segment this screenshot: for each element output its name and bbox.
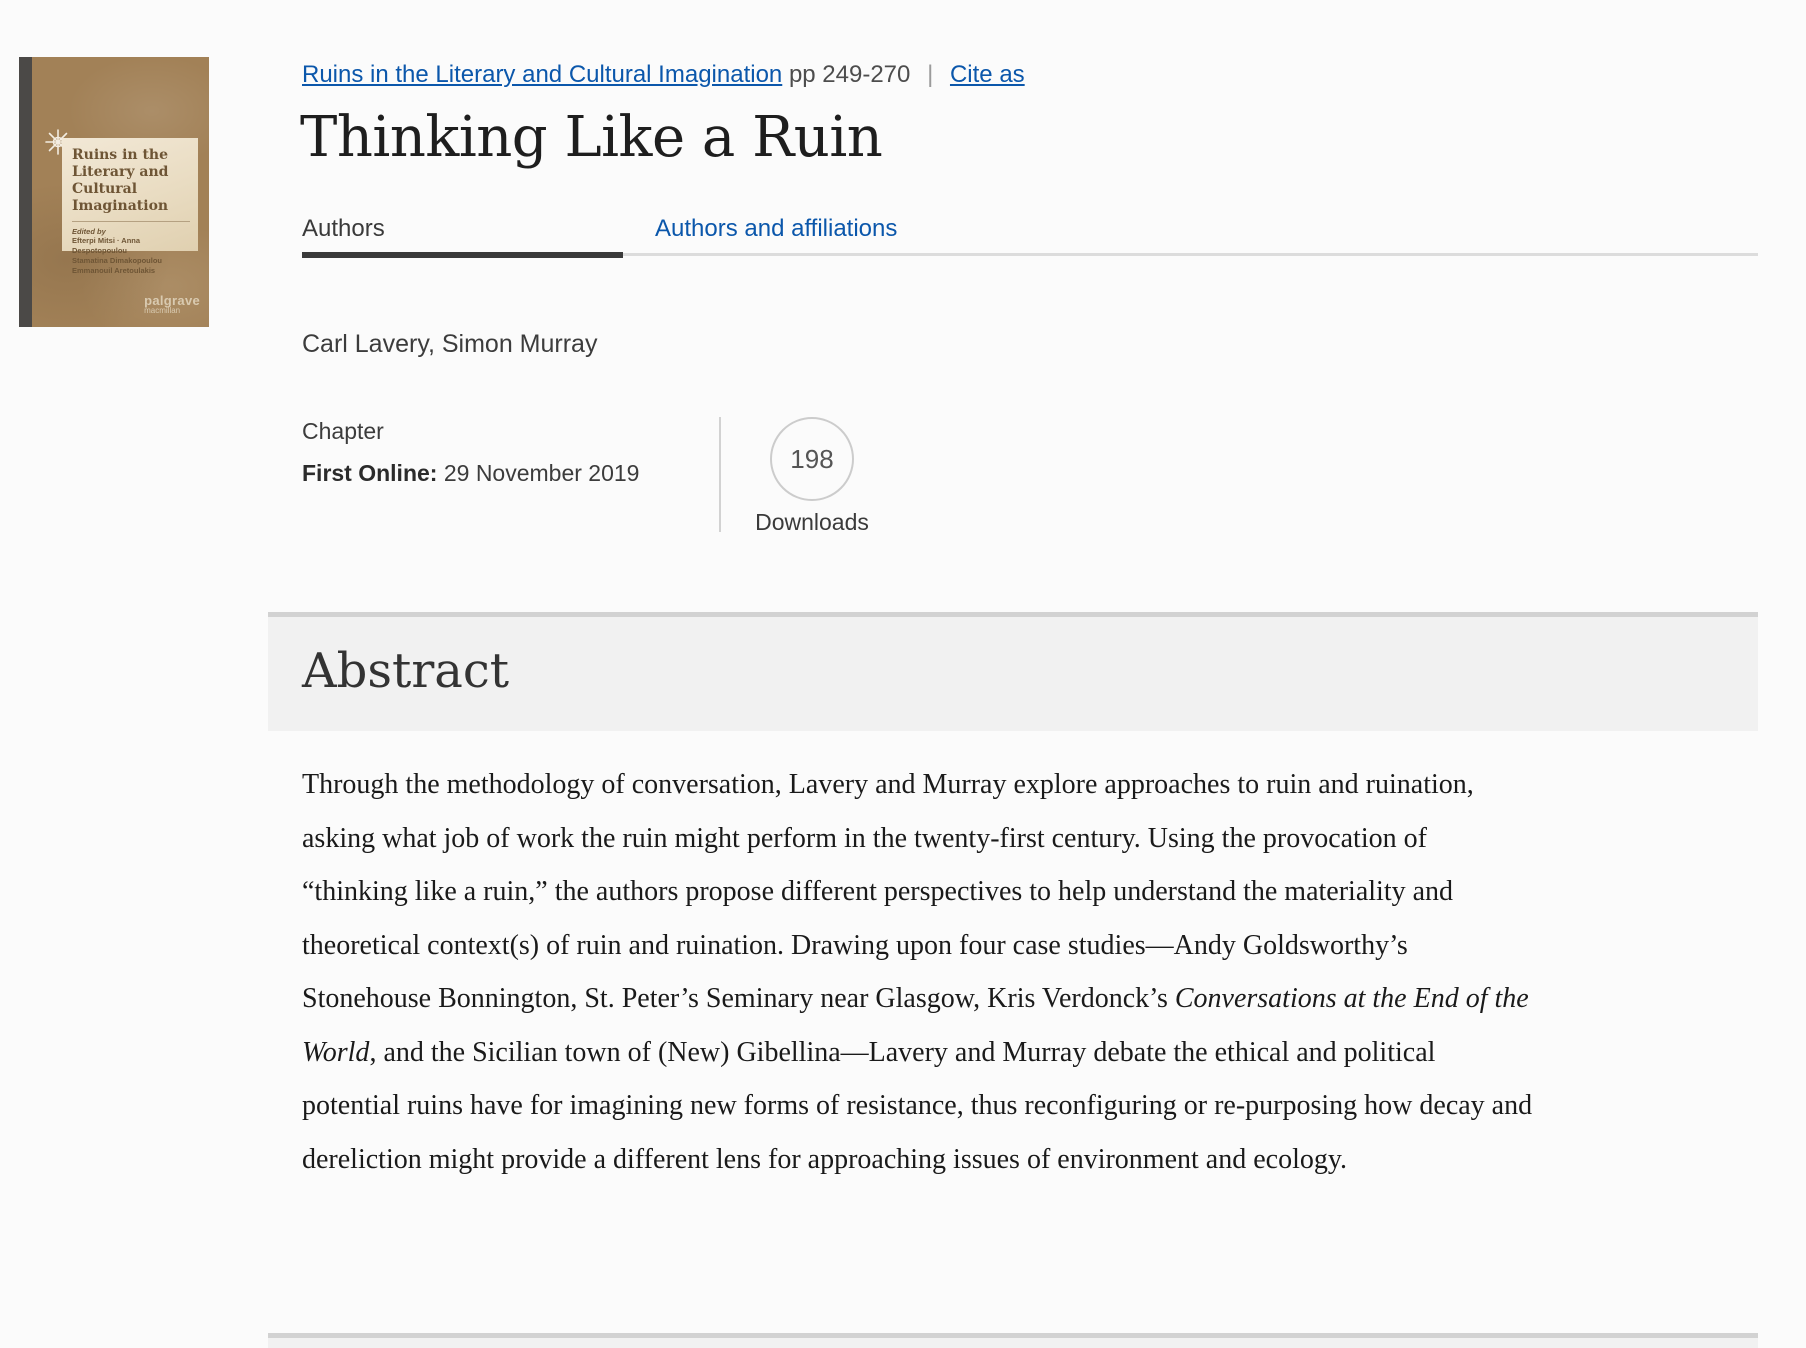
tab-underline bbox=[302, 252, 1758, 258]
book-cover-title: Ruins in the Literary and Cultural Imagination bbox=[72, 147, 169, 214]
page-title: Thinking Like a Ruin bbox=[300, 105, 883, 170]
cite-as-link[interactable]: Cite as bbox=[949, 61, 1025, 88]
book-title-link[interactable]: Ruins in the Literary and Cultural Imagination bbox=[302, 61, 783, 88]
book-cover-editors: Edited by Efterpi Mitsi · Anna Despotopoulou Stamatina Dimakopoulou Emmanouil Aretoulakis bbox=[72, 221, 190, 276]
palgrave-macmillan-logo: palgrave macmillan bbox=[144, 293, 200, 315]
abstract-heading: Abstract bbox=[302, 643, 510, 699]
abstract-paragraph: Through the methodology of conversation, Lavery and Murray explore approaches to ruin and ruination, asking what job of work the ruin might perform in the twenty-first century. Using the provocation of “thinking like a ruin,” the authors propose different perspectives to help understand the materiality and theoretical context(s) of ruin and ruination. Drawing upon four case studies—Andy Goldsworthy’s Stonehouse Bonnington, St. Peter’s Seminary near Glasgow, Kris Verdonck’s Conversations at the End of the World, and the Sicilian town of (New) Gibellina—Lavery and Murray debate the ethical and political potential ruins have for imagining new forms of resistance, thus reconfiguring or re-purposing how decay and dereliction might provide a different lens for approaching issues of environment and ecology. bbox=[302, 769, 1533, 1175]
content-type-label: Chapter bbox=[302, 418, 384, 444]
breadcrumb bbox=[302, 61, 1025, 89]
page-range: pp 249-270 bbox=[788, 61, 911, 88]
chapter-meta bbox=[302, 418, 639, 487]
downloads-label: Downloads bbox=[755, 509, 869, 535]
downloads-count: 198 bbox=[770, 417, 854, 501]
meta-divider bbox=[719, 417, 721, 532]
breadcrumb-separator: | bbox=[927, 61, 934, 88]
abstract-section-header bbox=[268, 612, 1758, 731]
authors-line: Carl Lavery, Simon Murray bbox=[302, 330, 598, 358]
first-online: First Online: 29 November 2019 bbox=[302, 460, 640, 486]
tabs bbox=[302, 215, 1758, 260]
book-cover-title-panel bbox=[62, 138, 198, 275]
tab-authors-and-affiliations[interactable]: Authors and affiliations bbox=[655, 215, 898, 242]
book-cover-spine bbox=[19, 57, 32, 327]
book-cover[interactable] bbox=[19, 57, 209, 327]
next-section-band bbox=[268, 1333, 1758, 1348]
tab-authors[interactable]: Authors bbox=[302, 215, 385, 242]
downloads-metric bbox=[755, 417, 869, 536]
